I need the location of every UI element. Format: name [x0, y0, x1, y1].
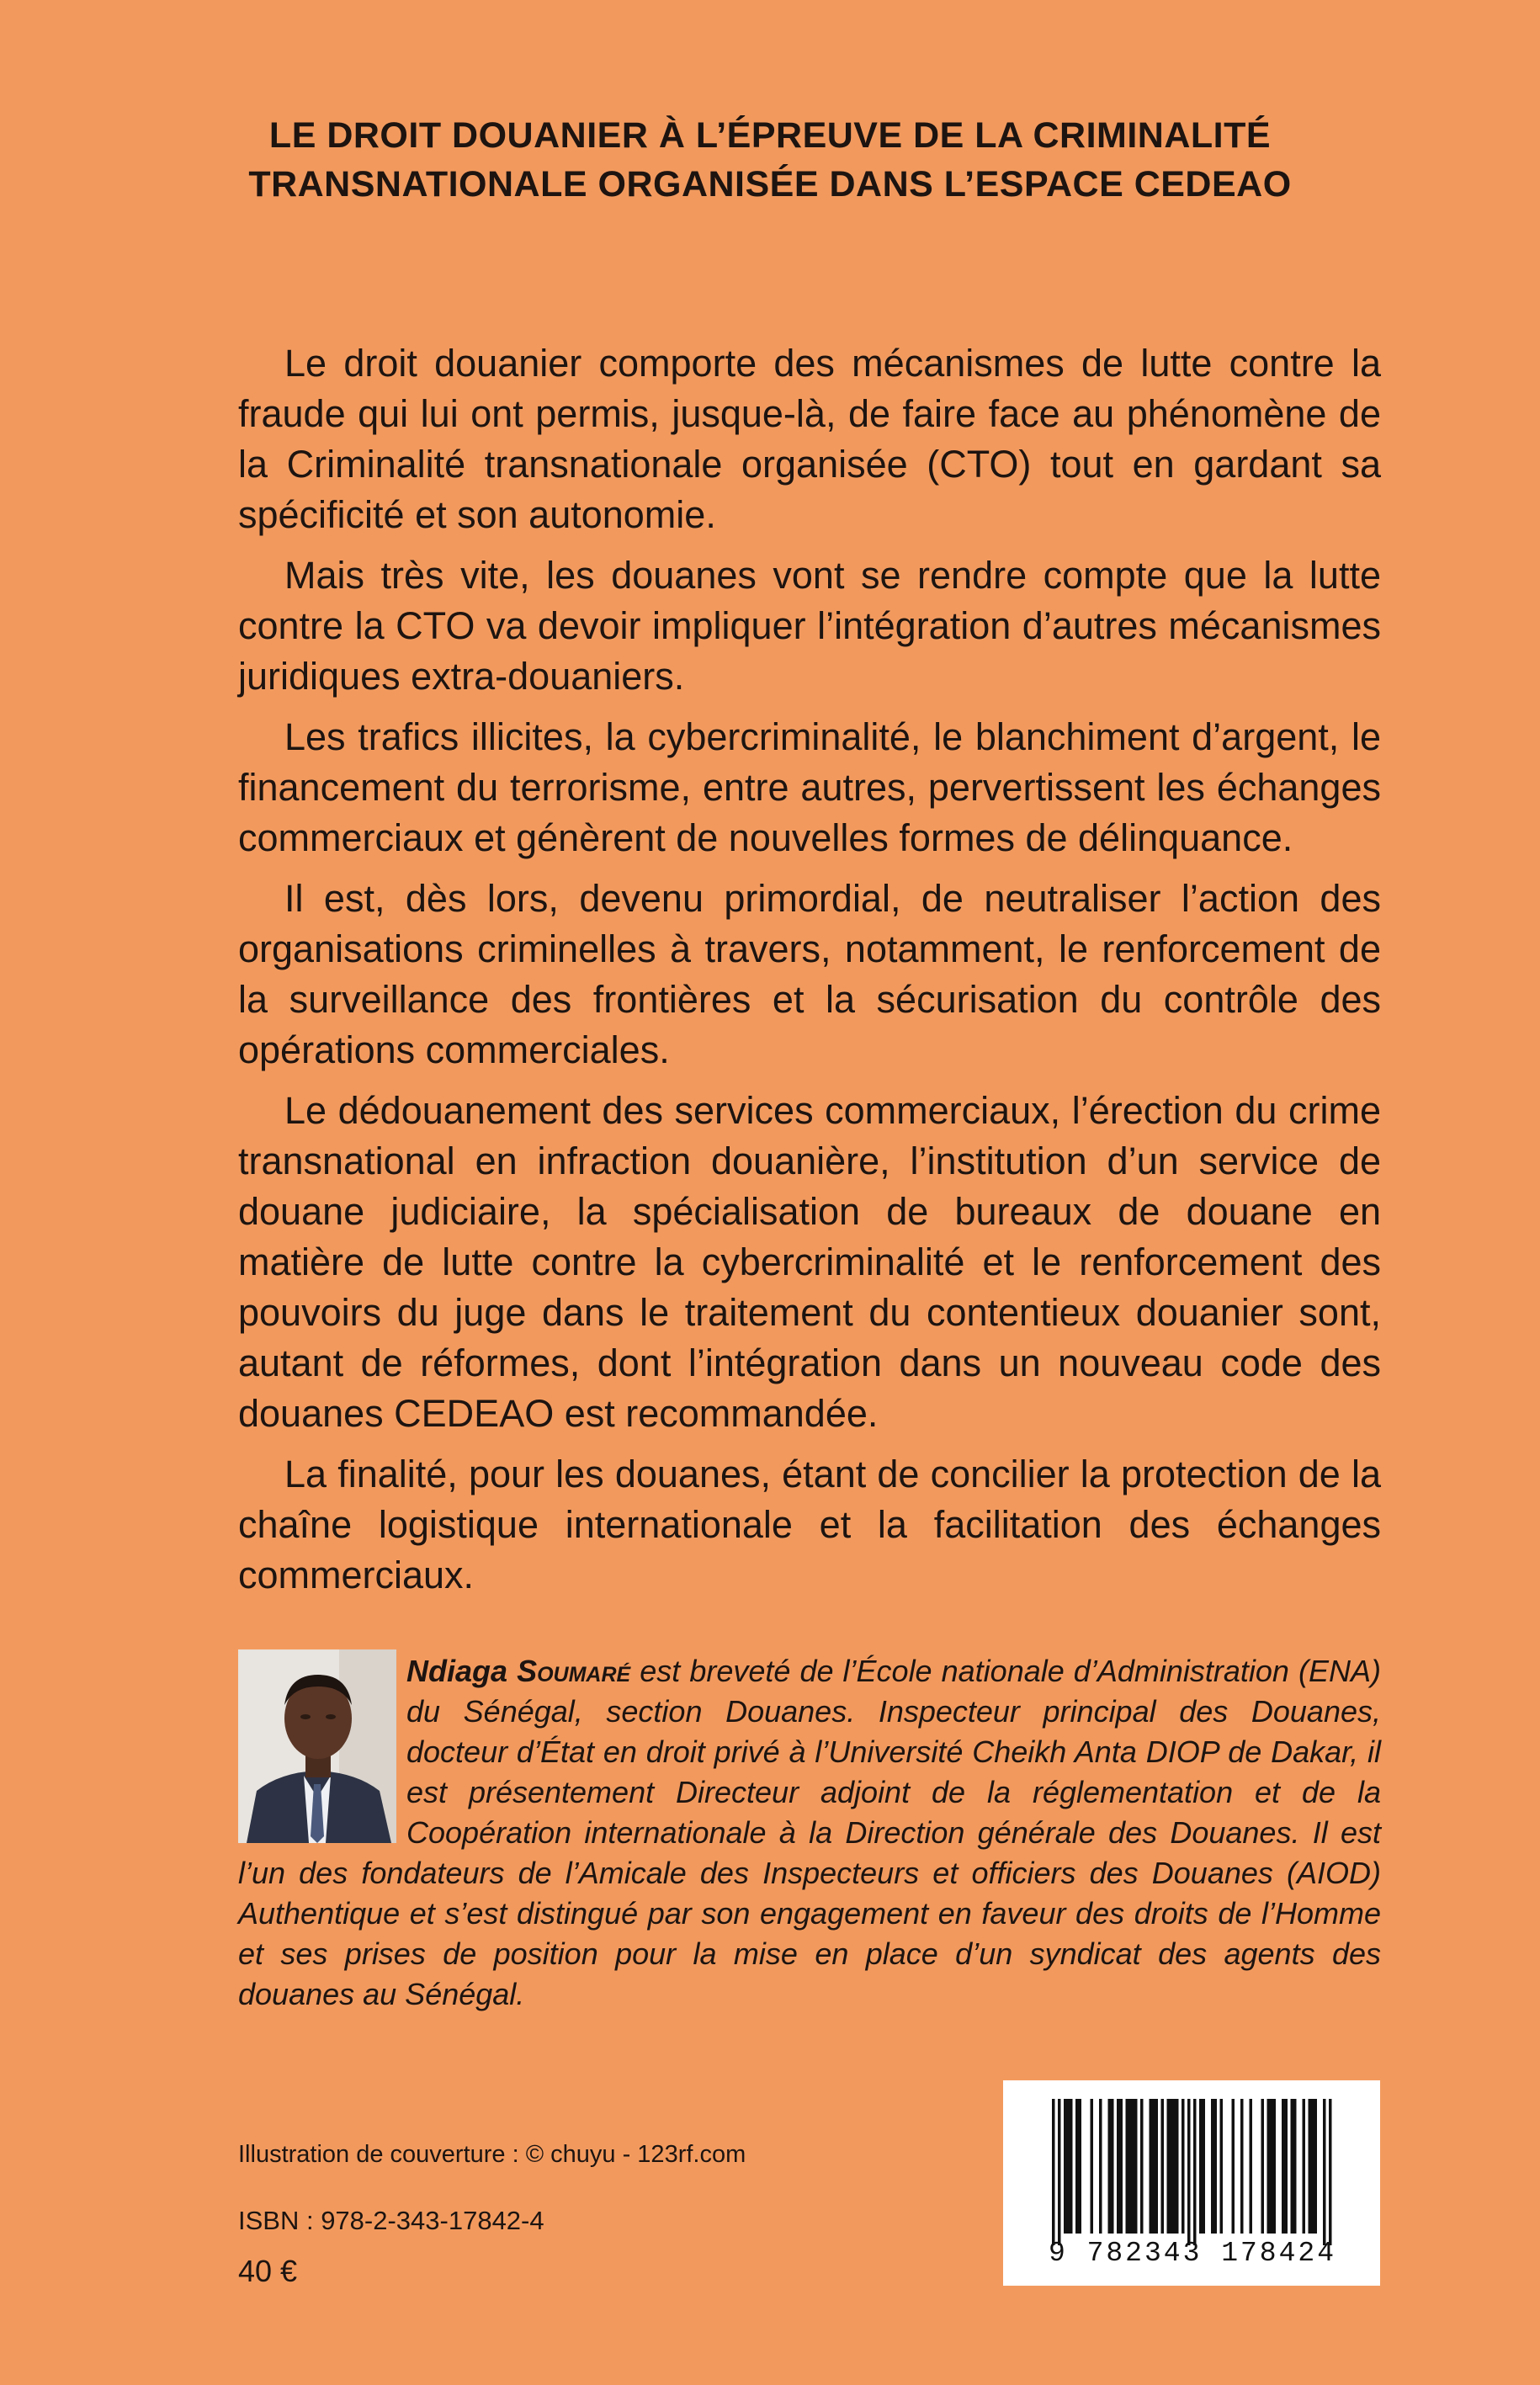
barcode-bar: [1170, 2099, 1173, 2234]
barcode-bar: [1150, 2099, 1153, 2234]
synopsis: [238, 338, 1381, 1611]
book-title: [0, 111, 1540, 209]
author-first-name: Ndiaga: [406, 1654, 508, 1688]
barcode: [1003, 2080, 1380, 2286]
barcode-bar: [1128, 2099, 1132, 2234]
author-bio: [238, 1651, 1381, 2015]
author-bio-text: est breveté de l’École nationale d’Administration (ENA) du Sénégal, section Douanes. Inspecteur principal des Douanes, docteur d’État en droit privé à l’Université Cheikh Anta DIOP de Dakar, il est présentement Directeur adjoint de la réglementation et de la Coopération internationale à la Direction générale des Douanes. Il est l’un des fondateurs de l’Amicale des Inspecteurs et officiers des Douanes (AIOD) Authentique et s’est distingué par son engagement en faveur des droits de l’Homme et ses prises de position pour la mise en place d’un syndicat des agents des douanes au Sénégal.: [238, 1654, 1381, 2011]
barcode-bar: [1203, 2099, 1206, 2234]
synopsis-paragraph-4: Il est, dès lors, devenu primordial, de neutraliser l’action des organisations criminelles à travers, notamment, le renforcement de la surveillance des frontières et la sécurisation du contrôle des opérations commerciales.: [238, 877, 1381, 1071]
barcode-bar: [1167, 2099, 1171, 2234]
barcode-bar: [1052, 2099, 1055, 2245]
barcode-bar: [1067, 2099, 1070, 2234]
barcode-bar: [1270, 2099, 1273, 2234]
barcode-bar: [1214, 2099, 1218, 2234]
barcode-bar: [1152, 2099, 1155, 2234]
barcode-bar: [1075, 2099, 1079, 2234]
barcode-bar: [1232, 2099, 1235, 2234]
barcode-bar: [1285, 2099, 1288, 2234]
barcode-bar: [1314, 2099, 1318, 2234]
barcode-bar: [1173, 2099, 1176, 2234]
barcode-bar: [1261, 2099, 1265, 2234]
barcode-bar: [1155, 2099, 1159, 2234]
title-line-2: TRANSNATIONALE ORGANISÉE DANS L’ESPACE CEDEAO: [248, 164, 1292, 205]
author-last-name: Soumaré: [517, 1654, 631, 1688]
barcode-bar: [1240, 2099, 1244, 2234]
barcode-bar: [1282, 2099, 1285, 2234]
barcode-bar: [1250, 2099, 1253, 2234]
barcode-bar: [1193, 2099, 1197, 2245]
isbn: ISBN : 978-2-343-17842-4: [238, 2206, 544, 2235]
barcode-bar: [1117, 2099, 1120, 2234]
barcode-bar: [1134, 2099, 1138, 2234]
barcode-bar: [1091, 2099, 1094, 2234]
barcode-bar: [1099, 2099, 1102, 2234]
cover-credit: Illustration de couverture : © chuyu - 123rf.com: [238, 2141, 746, 2168]
barcode-bar: [1293, 2099, 1297, 2234]
barcode-bar: [1311, 2099, 1314, 2234]
title-line-1: LE DROIT DOUANIER À L’ÉPREUVE DE LA CRIMINALITÉ: [268, 115, 1272, 156]
barcode-bar: [1111, 2099, 1114, 2234]
barcode-bar: [1182, 2099, 1185, 2234]
synopsis-paragraph-5: Le dédouanement des services commerciaux, l’érection du crime transnational en infraction douanière, l’institution d’un service de douane judiciaire, la spécialisation de bureaux de douane en matière de lutte contre la cybercriminalité et le renforcement des pouvoirs du juge dans le traitement du contentieux douanier sont, autant de réformes, dont l’intégration dans un nouveau code des douanes CEDEAO est recommandée.: [238, 1089, 1381, 1435]
barcode-bar: [1220, 2099, 1224, 2234]
barcode-bar: [1108, 2099, 1112, 2234]
barcode-bar: [1199, 2099, 1203, 2234]
photo-spacer: [238, 1651, 406, 1846]
barcode-bar: [1267, 2099, 1271, 2234]
barcode-bar: [1323, 2099, 1326, 2245]
synopsis-paragraph-1: Le droit douanier comporte des mécanismes de lutte contre la fraude qui lui ont permis, jusque-là, de faire face au phénomène de la Criminalité transnationale organisée (CTO) tout en gardant sa spécificité et son autonomie.: [238, 342, 1381, 536]
barcode-bar: [1187, 2099, 1191, 2245]
synopsis-paragraph-2: Mais très vite, les douanes vont se rendre compte que la lutte contre la CTO va devoir impliquer l’intégration d’autres mécanismes juridiques extra-douaniers.: [238, 554, 1381, 698]
barcode-bar: [1132, 2099, 1135, 2234]
barcode-bar: [1070, 2099, 1073, 2234]
barcode-bar: [1058, 2099, 1061, 2245]
barcode-bar: [1079, 2099, 1082, 2234]
barcode-bar: [1329, 2099, 1332, 2245]
barcode-bar: [1303, 2099, 1306, 2234]
barcode-bar: [1140, 2099, 1144, 2234]
barcode-bar: [1291, 2099, 1294, 2234]
barcode-digits: 9 782343 178424: [1048, 2238, 1337, 2269]
author-name: [406, 1654, 630, 1688]
barcode-bar: [1211, 2099, 1214, 2234]
synopsis-paragraph-3: Les trafics illicites, la cybercriminalité, le blanchiment d’argent, le financement du terrorisme, entre autres, pervertissent les échanges commerciaux et génèrent de nouvelles formes de délinquance.: [238, 715, 1381, 859]
synopsis-paragraph-6: La finalité, pour les douanes, étant de concilier la protection de la chaîne logistique internationale et la facilitation des échanges commerciaux.: [238, 1453, 1381, 1596]
barcode-bar: [1309, 2099, 1312, 2234]
price: 40 €: [238, 2254, 298, 2288]
barcode-bar: [1120, 2099, 1123, 2234]
barcode-bar: [1176, 2099, 1179, 2234]
barcode-bar: [1064, 2099, 1067, 2234]
barcode-bar: [1126, 2099, 1129, 2234]
barcode-bar: [1161, 2099, 1165, 2234]
barcode-bar: [1273, 2099, 1277, 2234]
